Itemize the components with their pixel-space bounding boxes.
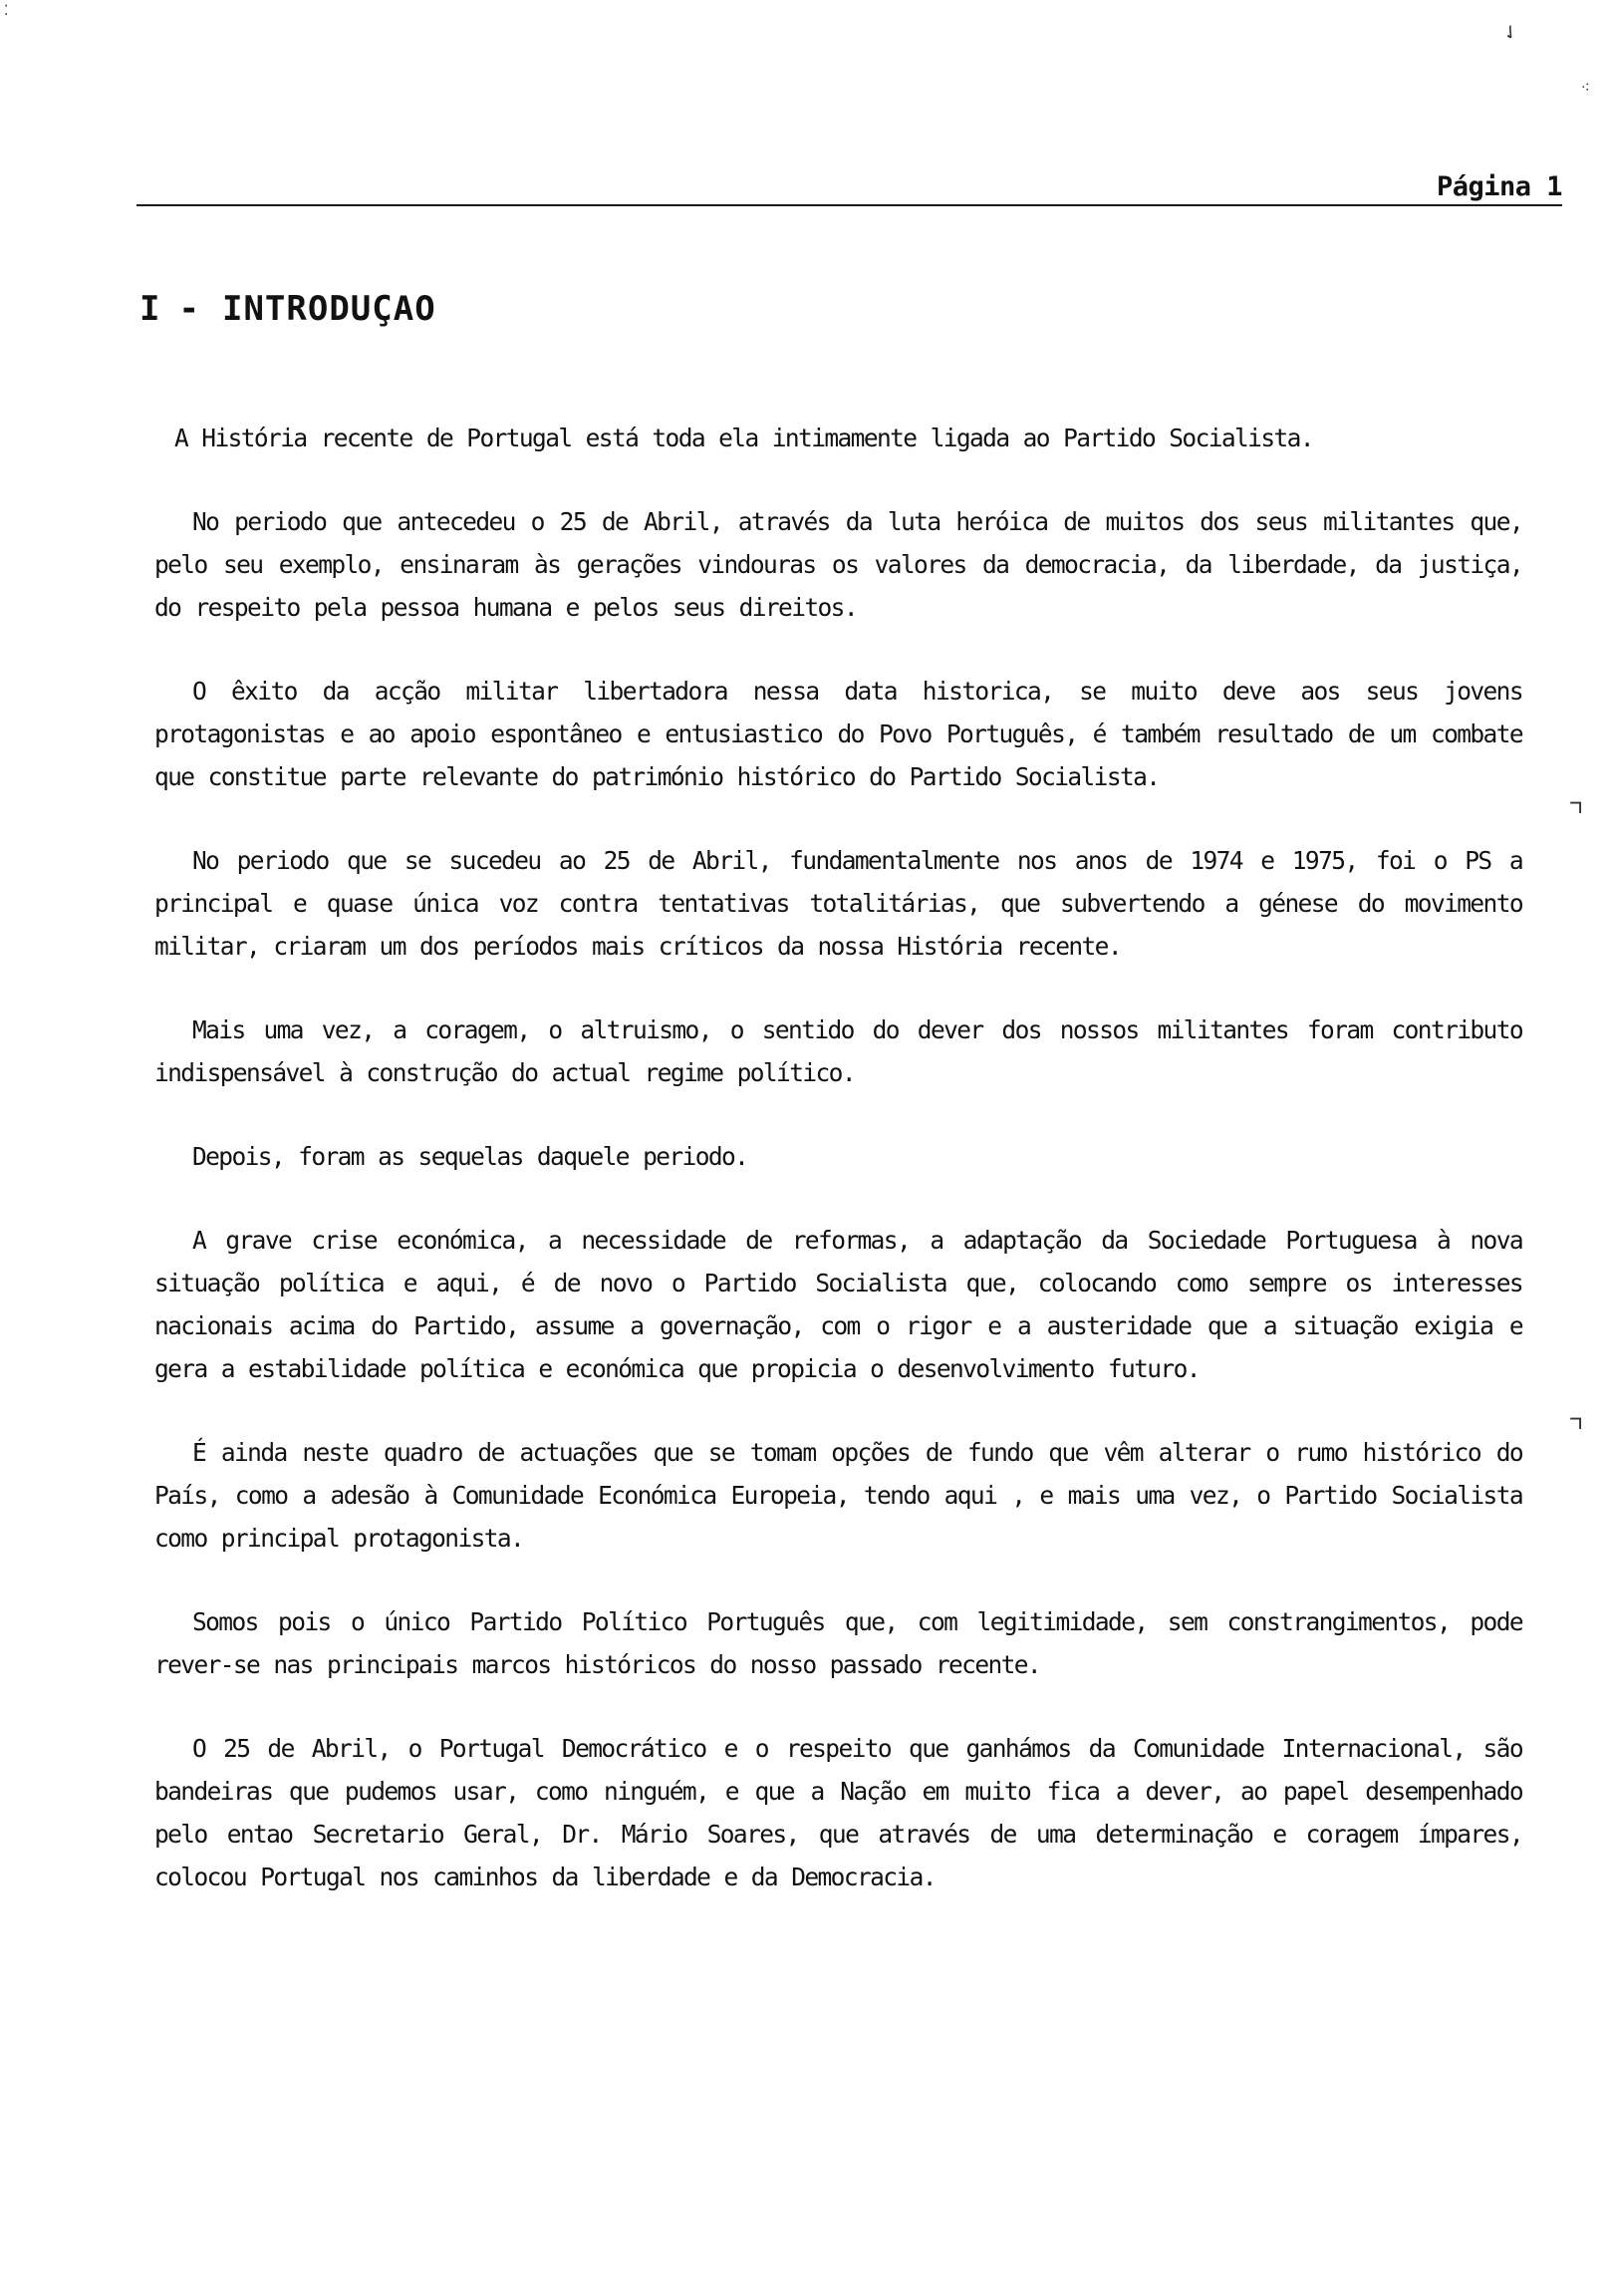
margin-bracket-mark: ⌝ [1565, 794, 1586, 834]
paragraph: É ainda neste quadro de actuações que se tomam opções de fundo que vêm alterar o rumo histórico do País, como a adesão à Comunidade Económica Europeia, tendo aqui , e mais uma vez, o Partido Socialista como principal protagonista. [154, 1438, 1522, 1553]
paragraph: A grave crise económica, a necessidade de reformas, a adaptação da Sociedade Portuguesa à nova situação política e aqui, é de novo o Partido Socialista que, colocando como sempre os interesses nacionais acima do Partido, assume a governação, com o rigor e a austeridade que a situação exigia e gera a estabilidade política e económica que propicia o desenvolvimento futuro. [154, 1226, 1522, 1383]
section-separator: - [178, 289, 200, 329]
pencil-mark: ✓ [1496, 18, 1524, 47]
paragraph: Mais uma vez, a coragem, o altruismo, o sentido do dever dos nossos militantes foram contributo indispensável à construção do actual regime político. [154, 1015, 1522, 1087]
paragraph: O êxito da acção militar libertadora nessa data historica, se muito deve aos seus jovens protagonistas e ao apoio espontâneo e entusiastico do Povo Português, é também resultado de um combate que constitue parte relevante do património histórico do Partido Socialista. [154, 677, 1522, 791]
scan-speck: ⁖ [1580, 78, 1590, 97]
margin-bracket-mark: ⌝ [1565, 1410, 1586, 1450]
scan-speck: ⁚ [4, 3, 9, 19]
paragraph: O 25 de Abril, o Portugal Democrático e o respeito que ganhámos da Comunidade Internacional, são bandeiras que pudemos usar, como ninguém, e que a Nação em muito fica a dever, ao papel desempenhado pelo entao Secretario Geral, Dr. Mário Soares, que através de uma determinação e coragem ímpares, colocou Portugal nos caminhos da liberdade e da Democracia. [154, 1734, 1522, 1891]
paragraph: Depois, foram as sequelas daquele periodo. [192, 1142, 748, 1171]
section-number: I [139, 289, 161, 329]
section-title: INTRODUÇAO [221, 289, 436, 329]
paragraph: No periodo que antecedeu o 25 de Abril, através da luta heróica de muitos dos seus militantes que, pelo seu exemplo, ensinaram às gerações vindouras os valores da democracia, da liberdade, da justiça, do respeito pela pessoa humana e pelos seus direitos. [154, 507, 1522, 622]
paragraph: No periodo que se sucedeu ao 25 de Abril, fundamentalmente nos anos de 1974 e 1975, foi o PS a principal e quase única voz contra tentativas totalitárias, que subvertendo a génese do movimento militar, criaram um dos períodos mais críticos da nossa História recente. [154, 846, 1522, 961]
section-heading [139, 289, 436, 329]
page-number: Página 1 [1436, 171, 1562, 202]
paragraph-intro: A História recente de Portugal está toda ela intimamente ligada ao Partido Socialista. [174, 424, 1313, 452]
document-body [154, 417, 1522, 1939]
header-divider [136, 204, 1562, 206]
paragraph: Somos pois o único Partido Político Português que, com legitimidade, sem constrangimentos, pode rever-se nas principais marcos históricos do nosso passado recente. [154, 1607, 1522, 1679]
